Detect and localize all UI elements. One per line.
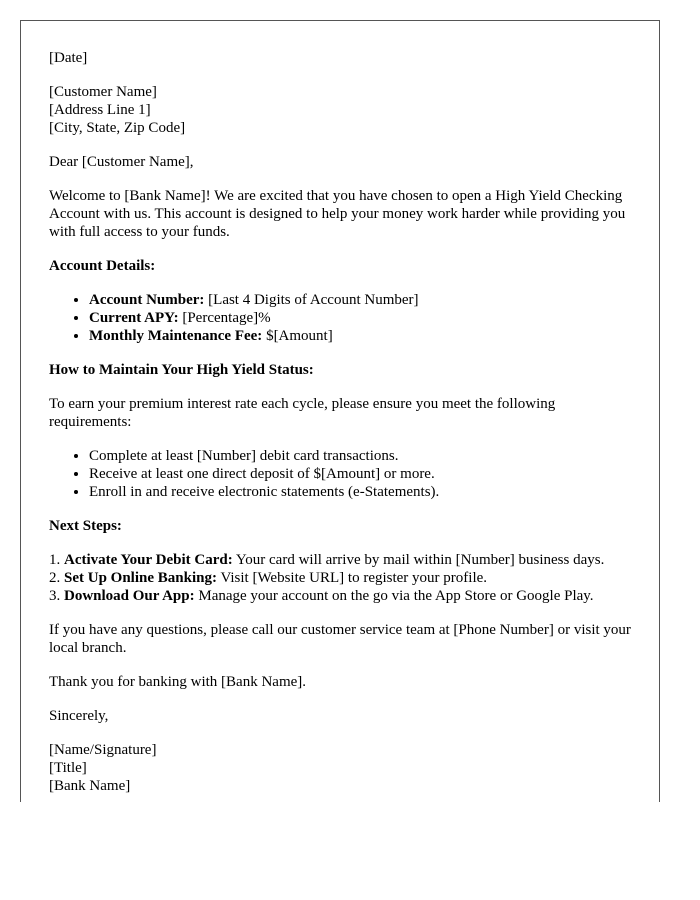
signature-bank: [Bank Name] <box>49 778 131 794</box>
list-item <box>89 291 639 309</box>
maintain-status-heading: How to Maintain Your High Yield Status: <box>49 362 314 378</box>
letter-content <box>49 49 639 802</box>
list-item: 3. Download Our App: Manage your account on the go via the App Store or Google Play. <box>49 588 594 604</box>
account-number-label: Account Number: <box>89 292 205 308</box>
step-label: Download Our App: <box>64 588 195 604</box>
list-item: • Complete at least [Number] debit card transactions. <box>89 447 639 465</box>
recipient-city-state-zip: [City, State, Zip Code] <box>49 120 186 136</box>
current-apy-value: [Percentage]% <box>178 310 271 326</box>
list-item: • Receive at least one direct deposit of $[Amount] or more. <box>89 465 639 483</box>
signature-name: [Name/Signature] <box>49 742 157 758</box>
list-item: 1. Activate Your Debit Card: Your card will arrive by mail within [Number] business days. <box>49 552 605 568</box>
questions-paragraph: If you have any questions, please call our customer service team at [Phone Number] or visit your local branch. <box>49 622 631 656</box>
letter-page <box>20 20 660 802</box>
recipient-name: [Customer Name] <box>49 84 157 100</box>
recipient-address <box>49 83 639 137</box>
list-item: 2. Set Up Online Banking: Visit [Website URL] to register your profile. <box>49 570 488 586</box>
maintain-status-intro: To earn your premium interest rate each cycle, please ensure you meet the following requirements: <box>49 396 556 430</box>
step-label: Activate Your Debit Card: <box>64 552 233 568</box>
list-item <box>89 309 639 327</box>
signature-title: [Title] <box>49 760 87 776</box>
maintenance-fee-value: $[Amount] <box>262 328 333 344</box>
letter-date: [Date] <box>49 50 88 66</box>
signature-block <box>49 741 639 795</box>
account-details-heading: Account Details: <box>49 258 156 274</box>
recipient-address-line-1: [Address Line 1] <box>49 102 151 118</box>
next-steps-heading: Next Steps: <box>49 518 122 534</box>
list-item <box>89 327 639 345</box>
closing: Sincerely, <box>49 708 109 724</box>
account-number-value: [Last 4 Digits of Account Number] <box>204 292 419 308</box>
intro-paragraph: Welcome to [Bank Name]! We are excited that you have chosen to open a High Yield Checking Account with us. This account is designed to help your money work harder while providing you with full access to your funds. <box>49 188 626 240</box>
thanks-paragraph: Thank you for banking with [Bank Name]. <box>49 674 307 690</box>
salutation: Dear [Customer Name], <box>49 154 194 170</box>
maintenance-fee-label: Monthly Maintenance Fee: <box>89 328 263 344</box>
account-details-list <box>49 291 639 345</box>
current-apy-label: Current APY: <box>89 310 179 326</box>
requirements-list <box>49 447 639 501</box>
list-item: • Enroll in and receive electronic statements (e-Statements). <box>89 483 639 501</box>
step-label: Set Up Online Banking: <box>64 570 217 586</box>
next-steps-list <box>49 551 639 605</box>
